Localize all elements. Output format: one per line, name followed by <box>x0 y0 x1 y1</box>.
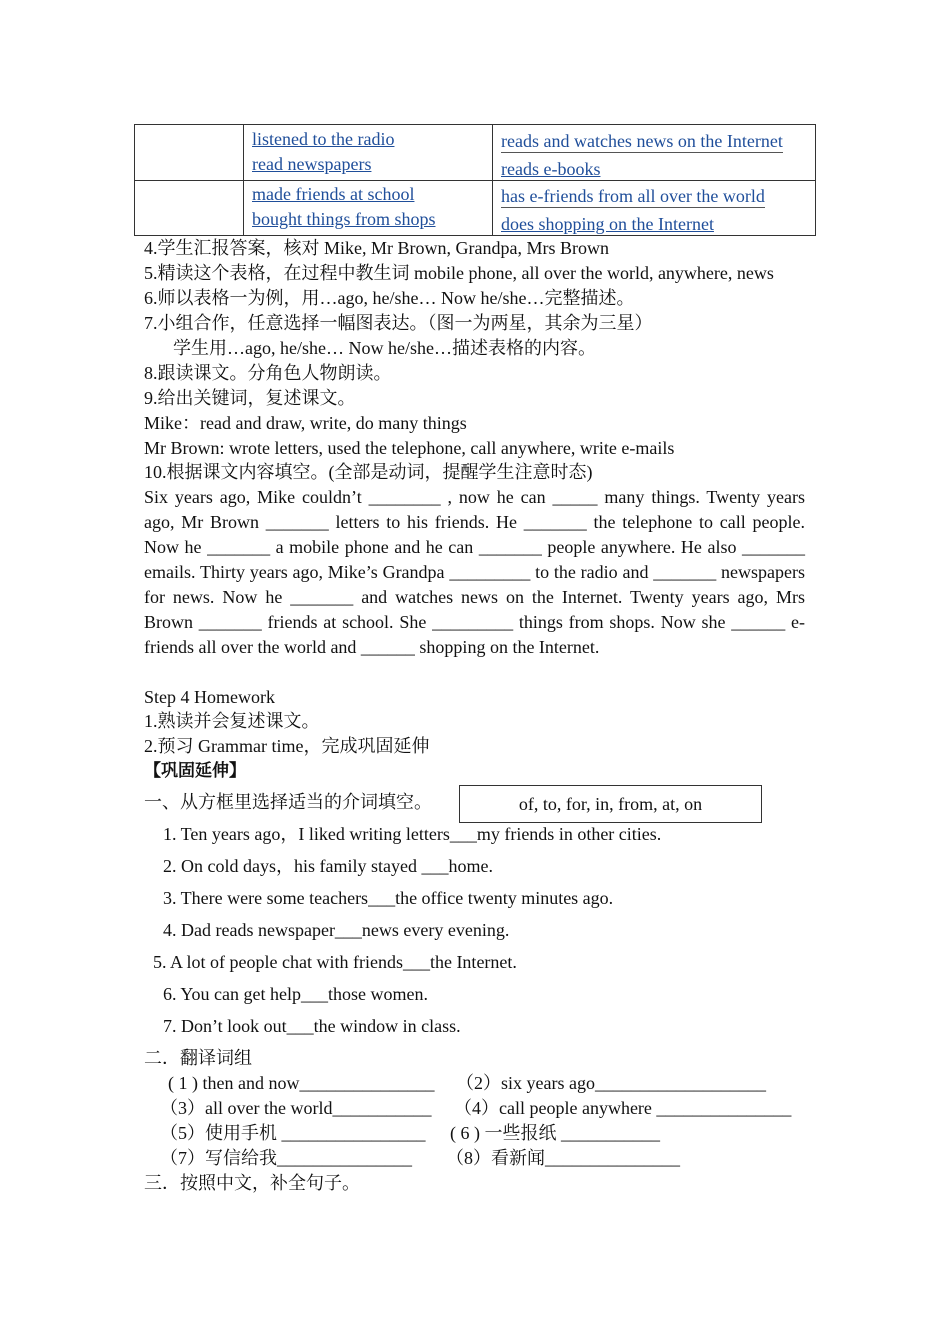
table-cell: reads e-books <box>501 159 601 179</box>
exercise-sentence: 1. Ten years ago，I liked writing letters___my friends in other cities. <box>163 824 662 844</box>
homework-title: Step 4 Homework <box>144 687 275 707</box>
exercise-sentence: 7. Don’t look out___the window in class. <box>163 1016 461 1036</box>
step-line: 10.根据课文内容填空。(全部是动词，提醒学生注意时态) <box>144 462 593 482</box>
translation-item: （7）写信给我_______________ <box>160 1148 412 1168</box>
exercise-sentence: 3. There were some teachers___the office twenty minutes ago. <box>163 888 614 908</box>
part1-title: 一、从方框里选择适当的介词填空。 <box>144 792 432 812</box>
step-line: 7.小组合作，任意选择一幅图表达。（图一为两星，其余为三星） <box>144 313 653 333</box>
translation-item: （2）six years ago___________________ <box>456 1073 766 1093</box>
translation-item: （5）使用手机 ________________ <box>160 1123 426 1143</box>
translation-item: （3）all over the world___________ <box>160 1098 432 1118</box>
section-heading: 【巩固延伸】 <box>144 761 246 781</box>
step-line: Mr Brown: wrote letters, used the telephone, call anywhere, write e-mails <box>144 438 675 458</box>
translation-item: ( 1 ) then and now_______________ <box>168 1073 435 1093</box>
homework-item: 1.熟读并会复述课文。 <box>144 711 320 731</box>
cloze-paragraph: Six years ago, Mike couldn’t ________ , now he can _____ many things. Twenty years ago, Mr Brown _______ letters to his friends. He _______ the telephone to call people. Now he _______ a mobile phone and he can _______ people anywhere. He also _______ emails. Thirty years ago, Mike’s Grandpa _________ to the radio and _______ newspapers for news. Now he _______ and watches news on the Internet. Twenty years ago, Mrs Brown _______ friends at school. She _________ things from shops. Now she ______ e-friends all over the world and ______ shopping on the Internet. <box>144 487 805 657</box>
table-cell: has e-friends from all over the world <box>501 186 765 206</box>
step-line: 学生用…ago, he/she… Now he/she…描述表格的内容。 <box>173 338 596 358</box>
translation-item: ( 6 ) 一些报纸 ___________ <box>450 1123 660 1143</box>
table-cell: made friends at school <box>252 184 415 204</box>
table-cell: read newspapers <box>252 154 372 174</box>
table-cell: bought things from shops <box>252 209 436 229</box>
step-line: Mike：read and draw, write, do many things <box>144 413 467 433</box>
comparison-table <box>134 124 816 236</box>
word-box: of, to, for, in, from, at, on <box>459 785 762 823</box>
table-cell: listened to the radio <box>252 129 395 149</box>
table-cell: reads and watches news on the Internet <box>501 131 783 151</box>
part3-title: 三．按照中文，补全句子。 <box>144 1173 360 1193</box>
step-line: 9.给出关键词，复述课文。 <box>144 388 356 408</box>
exercise-sentence: 2. On cold days，his family stayed ___home. <box>163 856 493 876</box>
step-line: 4.学生汇报答案，核对 Mike, Mr Brown, Grandpa, Mrs Brown <box>144 238 609 258</box>
exercise-sentence: 4. Dad reads newspaper___news every evening. <box>163 920 510 940</box>
step-line: 6.师以表格一为例，用…ago, he/she… Now he/she…完整描述。 <box>144 288 635 308</box>
translation-item: （8）看新闻_______________ <box>446 1148 680 1168</box>
homework-item: 2.预习 Grammar time，完成巩固延伸 <box>144 736 430 756</box>
translation-item: （4）call people anywhere _______________ <box>454 1098 792 1118</box>
exercise-sentence: 5. A lot of people chat with friends___the Internet. <box>153 952 517 972</box>
step-line: 8.跟读课文。分角色人物朗读。 <box>144 363 392 383</box>
step-line: 5.精读这个表格，在过程中教生词 mobile phone, all over the world, anywhere, news <box>144 263 774 283</box>
exercise-sentence: 6. You can get help___those women. <box>163 984 428 1004</box>
table-cell: does shopping on the Internet <box>501 214 714 234</box>
table-divider <box>135 180 815 181</box>
part2-title: 二．翻译词组 <box>144 1048 252 1068</box>
